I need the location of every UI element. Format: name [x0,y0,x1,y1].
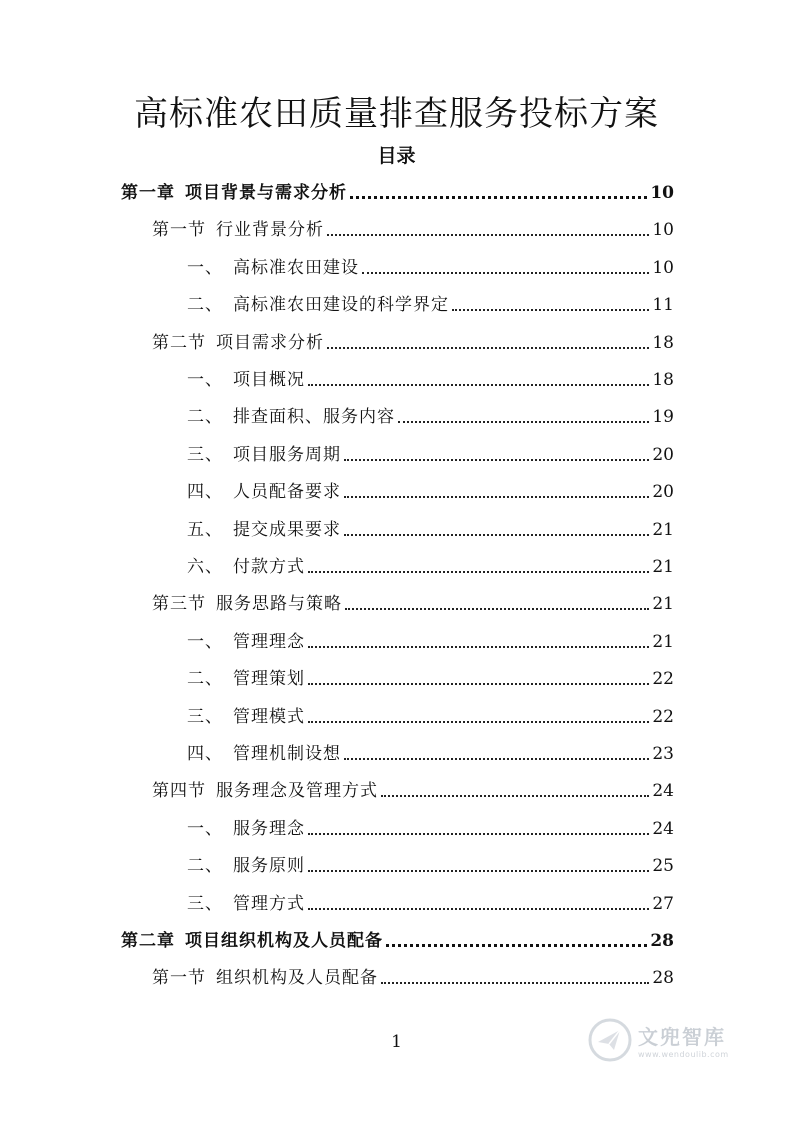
toc-dot-leader [381,795,649,797]
toc-entry-number: 二、 [187,669,223,689]
toc-entry-page: 21 [652,594,674,614]
toc-entry-label [187,817,305,841]
toc-entry-page: 22 [652,707,674,727]
toc-entry-label [187,555,305,579]
toc-dot-leader [344,758,649,760]
toc-entry-number: 三、 [187,707,223,727]
toc-entry[interactable] [152,216,674,242]
toc-entry-label [187,892,305,916]
toc-entry-title: 管理机制设想 [233,744,341,764]
toc-entry-title: 人员配备要求 [233,482,341,502]
toc-entry-title: 管理策划 [233,669,305,689]
toc-dot-leader [308,833,649,835]
toc-entry-page: 21 [652,632,674,652]
toc-entry[interactable] [187,478,674,504]
toc-dot-leader [344,534,649,536]
toc-entry-page: 20 [652,482,674,502]
toc-entry-label [187,443,341,467]
toc-entry-label [152,331,324,355]
toc-entry-page: 28 [652,968,674,988]
watermark-brand: 文兜智库 [638,1025,726,1049]
toc-entry-page: 28 [650,931,674,951]
toc-entry-page: 10 [652,258,674,278]
toc-dot-leader [308,571,649,573]
toc-entry-label [187,667,305,691]
toc-entry-page: 24 [652,781,674,801]
toc-entry-label [187,518,341,542]
toc-entry-label [152,592,342,616]
toc-dot-leader [308,646,649,648]
toc-entry-page: 21 [652,520,674,540]
toc-entry-title: 付款方式 [233,557,305,577]
toc-entry-label [121,929,383,953]
toc-entry-number: 第二章 [121,931,175,951]
toc-entry-label [187,405,395,429]
toc-entry[interactable] [187,441,674,467]
toc-dot-leader [344,459,649,461]
toc-entry-title: 服务原则 [233,856,305,876]
toc-entry-label [187,480,341,504]
toc-entry-number: 四、 [187,744,223,764]
toc-entry[interactable] [152,590,674,616]
toc-entry-title: 项目需求分析 [216,333,324,353]
toc-entry-page: 25 [652,856,674,876]
toc-entry[interactable] [187,516,674,542]
toc-entry-label [187,854,305,878]
toc-dot-leader [308,721,649,723]
toc-entry[interactable] [187,815,674,841]
toc-entry[interactable] [187,553,674,579]
toc-entry-label [152,966,378,990]
toc-entry[interactable] [187,890,674,916]
page-number: 1 [391,1032,402,1052]
toc-entry-title: 项目背景与需求分析 [185,183,347,203]
toc-entry-number: 一、 [187,632,223,652]
toc-entry-label [152,218,324,242]
toc-entry[interactable] [187,366,674,392]
toc-dot-leader [386,944,647,947]
toc-dot-leader [452,309,649,311]
toc-entry-number: 一、 [187,258,223,278]
toc-dot-leader [308,908,649,910]
toc-dot-leader [345,608,649,610]
toc-entry-page: 20 [652,445,674,465]
toc-dot-leader [350,196,647,199]
toc-entry-number: 一、 [187,819,223,839]
paper-plane-logo-icon [588,1018,632,1062]
toc-entry-page: 18 [652,370,674,390]
toc-entry-title: 管理模式 [233,707,305,727]
toc-dot-leader [381,982,649,984]
toc-dot-leader [308,870,649,872]
toc-entry-page: 22 [652,669,674,689]
toc-entry-title: 组织机构及人员配备 [216,968,378,988]
toc-entry[interactable] [187,740,674,766]
toc-entry-page: 10 [652,220,674,240]
toc-dot-leader [308,683,649,685]
toc-entry-number: 三、 [187,894,223,914]
toc-entry-label [187,293,449,317]
toc-entry-number: 二、 [187,295,223,315]
watermark [588,1018,729,1062]
document-title: 高标准农田质量排查服务投标方案 [134,94,659,134]
toc-entry-title: 高标准农田建设的科学界定 [233,295,449,315]
toc-entry-page: 21 [652,557,674,577]
toc-entry-number: 三、 [187,445,223,465]
toc-entry-page: 10 [650,183,674,203]
toc-entry-label [187,742,341,766]
toc-entry-label [187,368,305,392]
toc-entry-label [187,630,305,654]
toc-entry-page: 19 [652,407,674,427]
toc-entry-title: 排查面积、服务内容 [233,407,395,427]
toc-dot-leader [398,421,649,423]
toc-entry-number: 第一节 [152,220,206,240]
toc-entry-number: 六、 [187,557,223,577]
toc-entry[interactable] [187,628,674,654]
toc-entry[interactable] [152,777,674,803]
toc-entry[interactable] [152,964,674,990]
toc-entry-title: 项目概况 [233,370,305,390]
toc-dot-leader [327,234,649,236]
toc-entry-title: 管理理念 [233,632,305,652]
watermark-url: www.wendoulib.com [638,1050,729,1059]
toc-entry-number: 第二节 [152,333,206,353]
toc-entry[interactable] [187,703,674,729]
toc-entry-title: 高标准农田建设 [233,258,359,278]
toc-entry-number: 第一章 [121,183,175,203]
toc-entry[interactable] [121,927,674,953]
toc-dot-leader [362,272,649,274]
toc-entry-title: 项目组织机构及人员配备 [185,931,383,951]
toc-entry[interactable] [121,179,674,205]
toc-entry-title: 提交成果要求 [233,520,341,540]
toc-entry-number: 四、 [187,482,223,502]
toc-entry-page: 27 [652,894,674,914]
toc-entry-number: 五、 [187,520,223,540]
toc-heading: 目录 [377,145,416,167]
toc-entry-title: 行业背景分析 [216,220,324,240]
toc-entry[interactable] [187,403,674,429]
toc-entry-number: 第一节 [152,968,206,988]
toc-entry-page: 23 [652,744,674,764]
toc-entry-label [152,779,378,803]
toc-entry-label [187,705,305,729]
toc-entry[interactable] [152,329,674,355]
toc-entry[interactable] [187,254,674,280]
toc-entry-page: 24 [652,819,674,839]
toc-entry-label [121,181,347,205]
toc-entry-page: 11 [652,295,674,315]
toc-entry[interactable] [187,852,674,878]
toc-entry-title: 管理方式 [233,894,305,914]
toc-dot-leader [308,384,649,386]
toc-entry-label [187,256,359,280]
toc-entry-number: 二、 [187,856,223,876]
toc-entry-title: 服务理念及管理方式 [216,781,378,801]
toc-entry-number: 第四节 [152,781,206,801]
toc-entry-number: 第三节 [152,594,206,614]
toc-dot-leader [327,347,649,349]
toc-entry-title: 项目服务周期 [233,445,341,465]
toc-entry-number: 二、 [187,407,223,427]
toc-entry-page: 18 [652,333,674,353]
toc-entry-number: 一、 [187,370,223,390]
toc-entry[interactable] [187,291,674,317]
toc-dot-leader [344,496,649,498]
toc-entry-title: 服务理念 [233,819,305,839]
toc-entry-title: 服务思路与策略 [216,594,342,614]
toc-entry[interactable] [187,665,674,691]
